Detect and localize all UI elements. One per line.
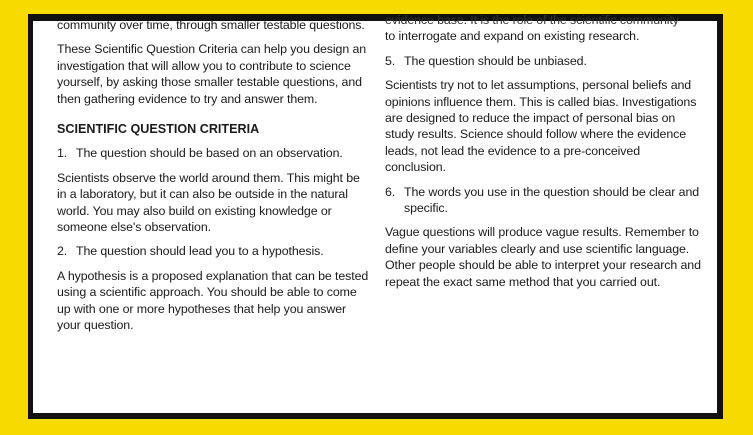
document-page xyxy=(33,13,717,413)
criterion-item-5 xyxy=(385,53,703,69)
criterion-item-2 xyxy=(57,243,369,259)
criterion-number: 5. xyxy=(385,53,396,68)
criterion-item-1 xyxy=(57,145,369,161)
criterion-number: 2. xyxy=(57,244,68,259)
criterion-text: The question should be unbiased. xyxy=(404,53,587,68)
intro-paragraph: These Scientific Question Criteria can help you design an investigation that will allow you to contribute to science yourself, by asking those smaller testable questions, and then gathering evidence to try and answer them. xyxy=(57,42,367,106)
criterion-text: The words you use in the question should be clear and specific. xyxy=(404,184,700,216)
section-heading: SCIENTIFIC QUESTION CRITERIA xyxy=(57,122,260,137)
criterion-6-paragraph: Vague questions will produce vague results. Remember to define your variables clearly and use scientific language. Other people should be able to interpret your research and repeat the exact same method that you carried out. xyxy=(385,225,701,289)
criterion-text: The question should lead you to a hypothesis. xyxy=(76,244,324,259)
criterion-1-paragraph: Scientists observe the world around them. This might be in a laboratory, but it can also be outside in the natural world. You may also build on existing knowledge or someone else's observation. xyxy=(57,170,360,235)
right-column xyxy=(385,12,703,298)
criterion-number: 6. xyxy=(385,184,396,199)
criterion-2-paragraph: A hypothesis is a proposed explanation that can be tested using a scientific approach. You should be able to come up with one or more hypotheses that help you answer your question. xyxy=(57,268,369,333)
cut-off-line: evidence base. It is the role of the scientific community xyxy=(385,13,679,27)
criterion-item-6 xyxy=(385,184,703,217)
criterion-5-paragraph: Scientists try not to let assumptions, personal beliefs and opinions influence them. This is called bias. Investigations are designed to reduce the impact of personal bias on study results. Science should follow where the evidence leads, not lead the evidence to a pre-conceived conclusion. xyxy=(385,78,697,175)
left-column xyxy=(57,17,369,342)
criterion-number: 1. xyxy=(57,146,68,161)
criterion-text: The question should be based on an observation. xyxy=(76,146,343,161)
top-line-text: to interrogate and expand on existing research. xyxy=(385,29,640,44)
intro-tail-text: community over time, through smaller testable questions. xyxy=(57,18,365,32)
